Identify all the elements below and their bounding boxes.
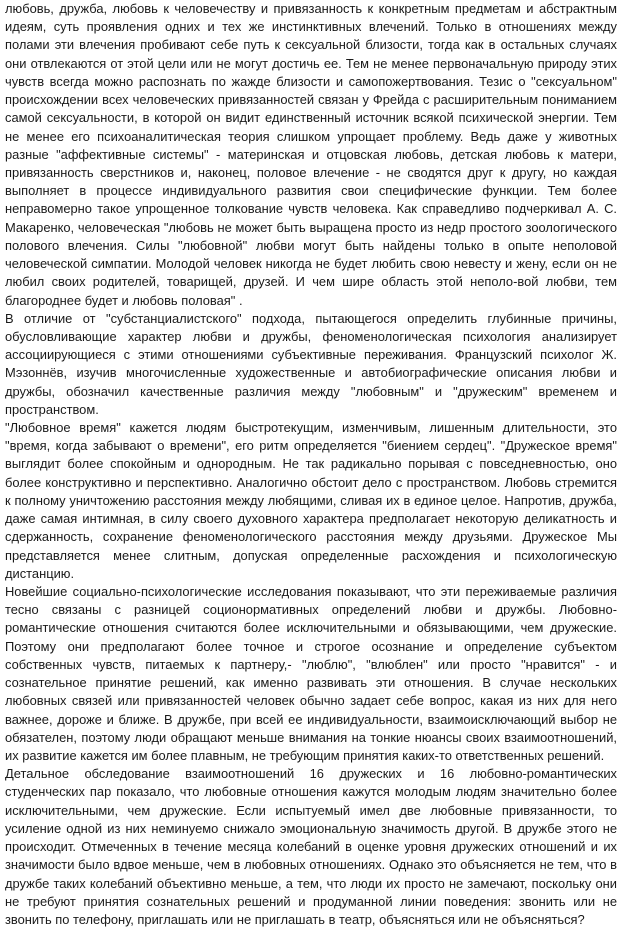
paragraph-2: В отличие от "субстанциалистского" подхода, пытающегося определить глубинные причины, обусловливающие характер любви и дружбы, феноменологическая психология анализирует ассоциирующиеся с этими отношениями субъективные переживания. Французский психолог Ж. Мэзоннёв, изучив многочисленные художественные и автобиографические описания любви и дружбы, обозначил качественные различия между "любовным" и "дружеским" временем и пространством. bbox=[5, 310, 617, 417]
paragraph-3: "Любовное время" кажется людям быстротекущим, изменчивым, лишенным длительности, это "время, когда забывают о времени", его ритм определяется "биением сердец". "Дружеское время" выглядит более спокойным и однородным. Не так радикально порывая с повседневностью, оно более конструктивно и перспективно. Аналогично обстоит дело с пространством. Любовь стремится к полному уничтожению расстояния между любящими, сливая их в единое целое. Напротив, дружба, даже самая интимная, в силу своего духовного характера предполагает некоторую деликатность и сдержанность, сохранение феноменологического расстояния между друзьями. Дружеское Мы представляется менее слитным, допуская определенные расхождения и психологическую дистанцию. bbox=[5, 420, 617, 581]
paragraph-5: Детальное обследование взаимоотношений 16 дружеских и 16 любовно-романтических студенческих пар показало, что любовные отношения кажутся молодым людям значительно более исключительными, чем дружеские. Если испытуемый имел две любовные привязанности, то усиление одной из них неминуемо снижало эмоциональную значимость другой. В дружбе этого не происходит. Отмеченных в течение месяца колебаний в оценке уровня дружеских отношений и их значимости было вдвое меньше, чем в любовных отношениях. Однако это объясняется не тем, что в дружбе таких колебаний объективно меньше, а тем, что люди их просто не замечают, поскольку они не требуют принятия сознательных решений и продуманной линии поведения: звонить или не звонить по телефону, приглашать или не приглашать в театр, объясняться или не объясняться? bbox=[5, 766, 617, 927]
document-page bbox=[5, 0, 617, 929]
paragraph-1: любовь, дружба, любовь к человечеству и привязанность к конкретным предметам и абстрактным идеям, суть проявления одних и тех же инстинктивных влечений. Только в отношениях между полами эти влечения пробивают себе путь к сексуальной близости, тогда как в остальных случаях они отвлекаются от этой цели или не могут достичь ее. Тем не менее первоначальную природу этих чувств всегда можно распознать по жажде близости и самопожертвования. Тезис о "сексуальном" происхождении всех человеческих привязанностей связан у Фрейда с расширительным пониманием самой сексуальности, в которой он видит единственный источник всякой психической энергии. Тем не менее его психоаналитическая теория слишком упрощает проблему. Ведь даже у животных разные "аффективные системы" - материнская и отцовская любовь, детская любовь к матери, привязанность сверстников и, наконец, половое влечение - не сводятся друг к другу, но каждая выполняет в процессе индивидуального развития свои специфические функции. Тем более неправомерно такое упрощенное толкование чувств человека. Как справедливо подчеркивал А. С. Макаренко, человеческая "любовь не может быть выращена просто из недр простого зоологического полового влечения. Силы "любовной" любви могут быть найдены только в опыте неполовой человеческой симпатии. Молодой человек никогда не будет любить свою невесту и жену, если он не любил своих родителей, товарищей, друзей. И чем шире область этой неполо-вой любви, тем благороднее будет и любовь половая" . bbox=[5, 1, 617, 308]
paragraph-4: Новейшие социально-психологические исследования показывают, что эти переживаемые различия тесно связаны с разницей соционормативных определений любви и дружбы. Любовно-романтические отношения считаются более исключительными и обязывающими, чем дружеские. Поэтому они предполагают более точное и строгое осознание и определение субъектом собственных чувств, питаемых к партнеру,- "люблю", "влюблен" или просто "нравится" - и сознательное принятие решений, как именно развивать эти отношения. В случае нескольких любовных связей или привязанностей человек обычно задает себе вопрос, какая из них для него важнее, дороже и ближе. В дружбе, при всей ее индивидуальности, взаимоисключающий выбор не обязателен, поэтому люди обращают меньше внимания на тонкие нюансы своих взаимоотношений, их развитие кажется им более плавным, не требующим принятия каких-то ответственных решений. bbox=[5, 584, 617, 763]
